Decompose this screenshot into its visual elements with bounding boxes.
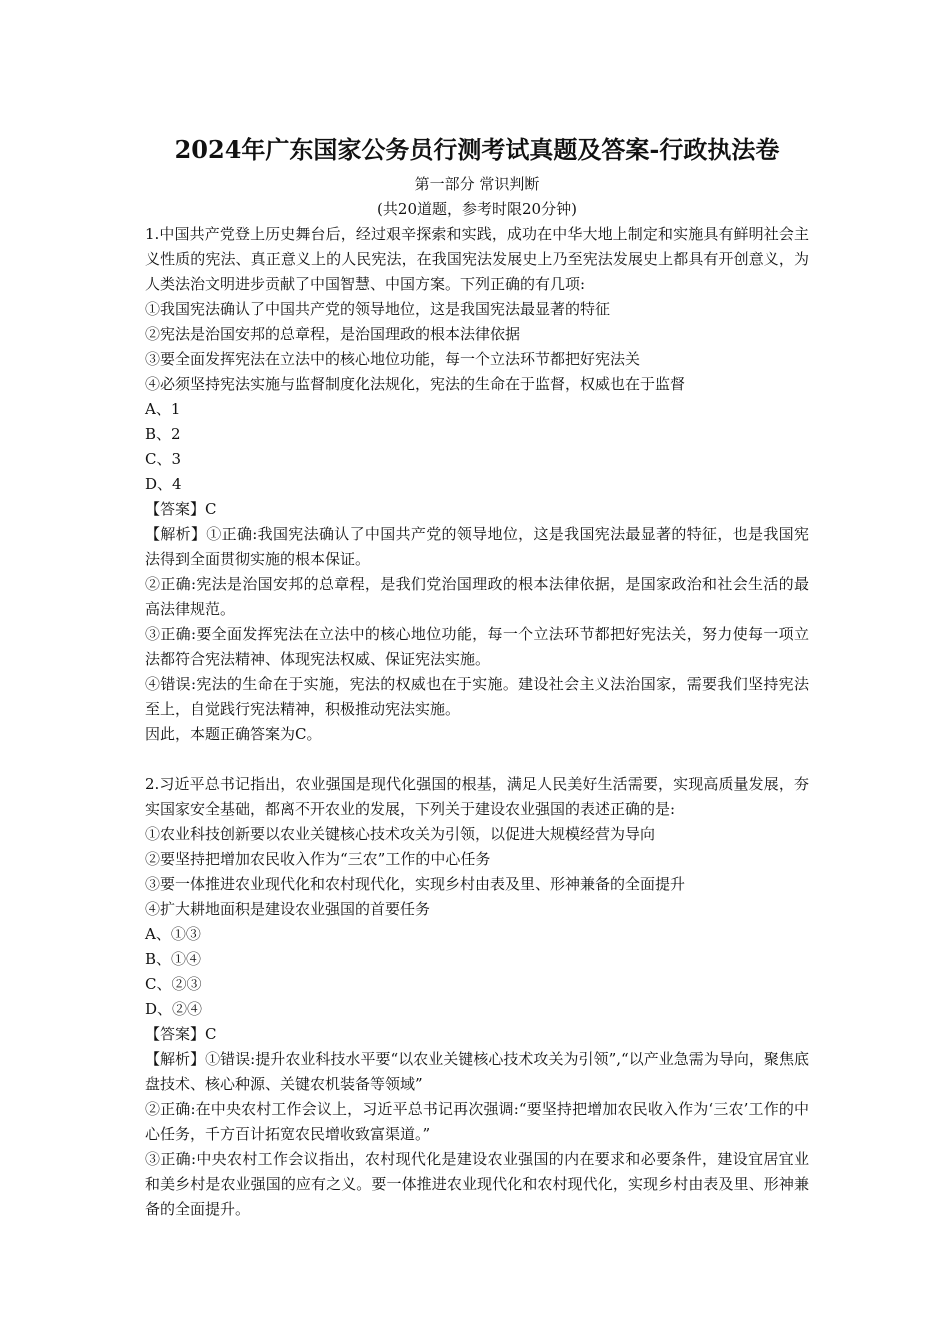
spacer — [145, 747, 809, 772]
statement: ②要坚持把增加农民收入作为“三农”工作的中心任务 — [145, 850, 491, 868]
option: C、②③ — [145, 975, 202, 993]
answer: 【答案】C — [145, 1025, 217, 1043]
document-page — [145, 128, 809, 1222]
statement: ①我国宪法确认了中国共产党的领导地位，这是我国宪法最显著的特征 — [145, 300, 611, 318]
option: D、②④ — [145, 1000, 203, 1018]
option: A、1 — [145, 400, 181, 418]
option: C、3 — [145, 450, 182, 468]
option: A、①③ — [145, 925, 201, 943]
option: D、4 — [145, 475, 182, 493]
document-title: 2024年广东国家公务员行测考试真题及答案-行政执法卷 — [174, 135, 780, 164]
statement: ②宪法是治国安邦的总章程，是治国理政的根本法律依据 — [145, 325, 521, 343]
statement: ④扩大耕地面积是建设农业强国的首要任务 — [145, 900, 431, 918]
statement: ③要全面发挥宪法在立法中的核心地位功能，每一个立法环节都把好宪法关 — [145, 350, 641, 368]
analysis-paragraph: ③正确:要全面发挥宪法在立法中的核心地位功能，每一个立法环节都把好宪法关，努力使每一项立法都符合宪法精神、体现宪法权威、保证宪法实施。 — [145, 625, 809, 668]
statement: ④必须坚持宪法实施与监督制度化法规化，宪法的生命在于监督，权威也在于监督 — [145, 375, 686, 393]
analysis-paragraph: ④错误:宪法的生命在于实施，宪法的权威也在于实施。建设社会主义法治国家，需要我们坚持宪法至上，自觉践行宪法精神，积极推动宪法实施。 — [145, 675, 809, 718]
analysis-paragraph: ②正确:宪法是治国安邦的总章程，是我们党治国理政的根本法律依据，是国家政治和社会生活的最高法律规范。 — [145, 575, 809, 618]
statement: ①农业科技创新要以农业关键核心技术攻关为引领，以促进大规模经营为导向 — [145, 825, 656, 843]
question-1 — [145, 222, 809, 747]
section-note: (共20道题，参考时限20分钟) — [377, 200, 577, 218]
statement: ③要一体推进农业现代化和农村现代化，实现乡村由表及里、形神兼备的全面提升 — [145, 875, 686, 893]
answer: 【答案】C — [145, 500, 217, 518]
option: B、2 — [145, 425, 181, 443]
question-stem: 2.习近平总书记指出，农业强国是现代化强国的根基，满足人民美好生活需要，实现高质量发展，夯实国家安全基础，都离不开农业的发展，下列关于建设农业强国的表述正确的是: — [145, 775, 809, 818]
analysis-paragraph: 【解析】①错误:提升农业科技水平要“以农业关键核心技术攻关为引领”,“以产业急需为导向，聚焦底盘技术、核心种源、关键农机装备等领域” — [145, 1050, 809, 1093]
analysis-paragraph: ③正确:中央农村工作会议指出，农村现代化是建设农业强国的内在要求和必要条件，建设宜居宜业和美乡村是农业强国的应有之义。要一体推进农业现代化和农村现代化，实现乡村由表及里、形神兼备的全面提升。 — [145, 1150, 809, 1218]
analysis-conclusion: 因此，本题正确答案为C。 — [145, 725, 322, 743]
question-stem: 1.中国共产党登上历史舞台后，经过艰辛探索和实践，成功在中华大地上制定和实施具有鲜明社会主义性质的宪法、真正意义上的人民宪法，在我国宪法发展史上乃至宪法发展史上都具有开创意义，为人类法治文明进步贡献了中国智慧、中国方案。下列正确的有几项: — [145, 225, 809, 293]
option: B、①④ — [145, 950, 202, 968]
analysis-paragraph: 【解析】①正确:我国宪法确认了中国共产党的领导地位，这是我国宪法最显著的特征，也是我国宪法得到全面贯彻实施的根本保证。 — [145, 525, 809, 568]
analysis-paragraph: ②正确:在中央农村工作会议上，习近平总书记再次强调:“要坚持把增加农民收入作为‘三农’工作的中心任务，千方百计拓宽农民增收致富渠道。” — [145, 1100, 809, 1143]
section-title: 第一部分 常识判断 — [414, 175, 540, 193]
question-2 — [145, 772, 809, 1222]
